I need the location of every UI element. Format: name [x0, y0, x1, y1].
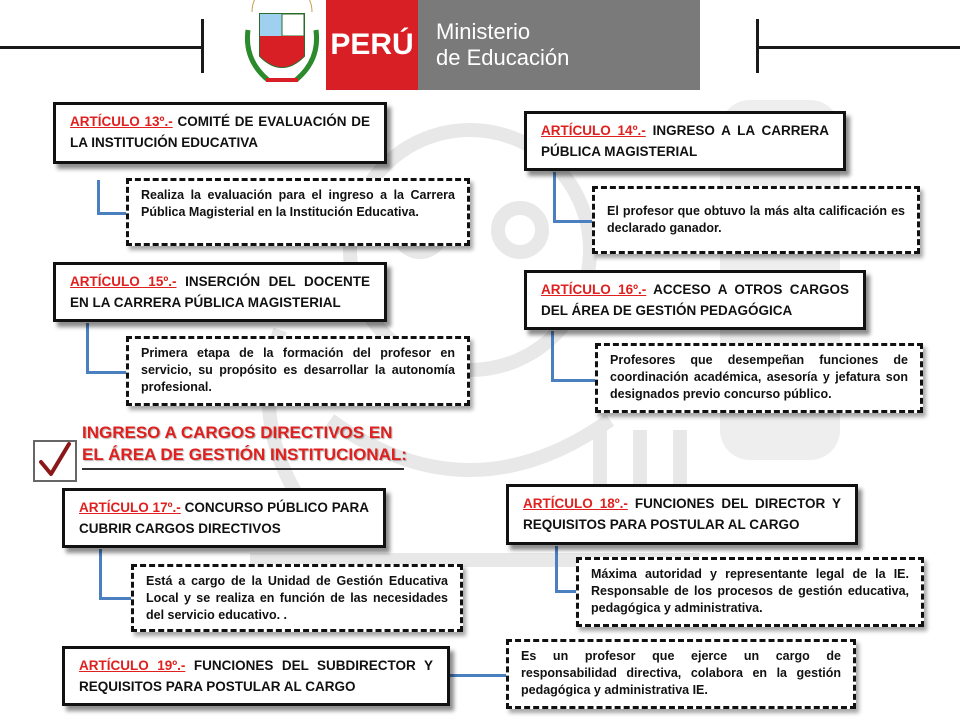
article-19-title: FUNCIONES DEL SUBDIRECTOR Y REQUISITOS PARA POSTULAR AL CARGO	[79, 658, 433, 694]
article-18-box	[506, 484, 858, 545]
article-16-description-text: Profesores que desempeñan funciones de coordinación académica, asesoría y jefatura son designados previo concurso público.	[610, 353, 908, 401]
article-17-label: ARTÍCULO 17º.-	[79, 500, 181, 515]
header-right-tick	[756, 19, 759, 73]
article-14-box	[524, 111, 846, 171]
article-13-label: ARTÍCULO 13º.-	[70, 114, 173, 129]
article-18-label: ARTÍCULO 18º.-	[523, 496, 628, 511]
article-15-description-text: Primera etapa de la formación del profesor en servicio, su propósito es desarrollar la autonomía profesional.	[141, 346, 455, 394]
article-14-description-text: El profesor que obtuvo la más alta calificación es declarado ganador.	[607, 204, 905, 235]
section-title-underline	[82, 468, 404, 470]
connector-art15	[86, 323, 131, 374]
ministry-line-2: de Educación	[436, 45, 570, 70]
section-title	[82, 422, 407, 466]
article-19-box	[62, 646, 450, 706]
ministry-name-block	[418, 0, 700, 90]
article-14-title: INGRESO A LA CARRERA PÚBLICA MAGISTERIAL	[541, 123, 829, 159]
connector-art19	[450, 674, 506, 677]
ministry-line-1: Ministerio	[436, 19, 531, 44]
article-13-title: COMITÉ DE EVALUACIÓN DE LA INSTITUCIÓN EDUCATIVA	[70, 114, 370, 150]
article-19-description	[506, 639, 856, 709]
article-16-box	[524, 270, 866, 330]
article-18-description-text: Máxima autoridad y representante legal de la IE. Responsable de los procesos de gestión educativa, pedagógica y administrativa.	[591, 567, 909, 615]
article-18-title: FUNCIONES DEL DIRECTOR Y REQUISITOS PARA POSTULAR AL CARGO	[523, 496, 841, 532]
article-18-description	[576, 557, 924, 627]
article-17-title: CONCURSO PÚBLICO PARA CUBRIR CARGOS DIRECTIVOS	[79, 500, 369, 536]
article-15-title: INSERCIÓN DEL DOCENTE EN LA CARRERA PÚBLICA MAGISTERIAL	[70, 274, 370, 310]
article-14-description	[592, 186, 920, 254]
section-title-line-2: EL ÁREA DE GESTIÓN INSTITUCIONAL:	[82, 445, 407, 464]
article-13-description	[126, 178, 470, 246]
peru-label: PERÚ	[330, 28, 414, 61]
ministry-header-logo	[238, 0, 700, 92]
article-15-label: ARTÍCULO 15º.-	[70, 274, 177, 289]
article-17-description-text: Está a cargo de la Unidad de Gestión Educativa Local y se realiza en función de las necesidades del servicio educativo. .	[146, 574, 448, 622]
article-15-box	[53, 262, 387, 322]
connector-art14	[553, 172, 596, 223]
article-13-description-text: Realiza la evaluación para el ingreso a la Carrera Pública Magisterial en la Institución Educativa.	[141, 188, 455, 219]
article-16-description	[595, 343, 923, 413]
article-19-description-text: Es un profesor que ejerce un cargo de responsabilidad directiva, colabora en la gestión pedagógica y administrativa IE.	[521, 649, 841, 697]
connector-art16	[551, 331, 599, 382]
article-16-title: ACCESO A OTROS CARGOS DEL ÁREA DE GESTIÓN PEDAGÓGICA	[541, 282, 849, 318]
header-left-tick	[201, 19, 204, 73]
coat-of-arms-icon	[238, 0, 326, 92]
peru-brand-block	[326, 0, 418, 90]
article-17-box	[62, 488, 386, 548]
article-16-label: ARTÍCULO 16º.-	[541, 282, 647, 297]
article-15-description	[126, 336, 470, 406]
article-19-label: ARTÍCULO 19º.-	[79, 658, 186, 673]
article-13-box	[53, 102, 387, 164]
article-17-description	[131, 564, 463, 632]
checkmark-box	[33, 440, 77, 482]
header-right-rule	[756, 46, 960, 49]
article-14-label: ARTÍCULO 14º.-	[541, 123, 646, 138]
checkmark-icon	[35, 442, 75, 480]
header-left-rule	[0, 46, 204, 49]
section-title-line-1: INGRESO A CARGOS DIRECTIVOS EN	[82, 423, 393, 442]
